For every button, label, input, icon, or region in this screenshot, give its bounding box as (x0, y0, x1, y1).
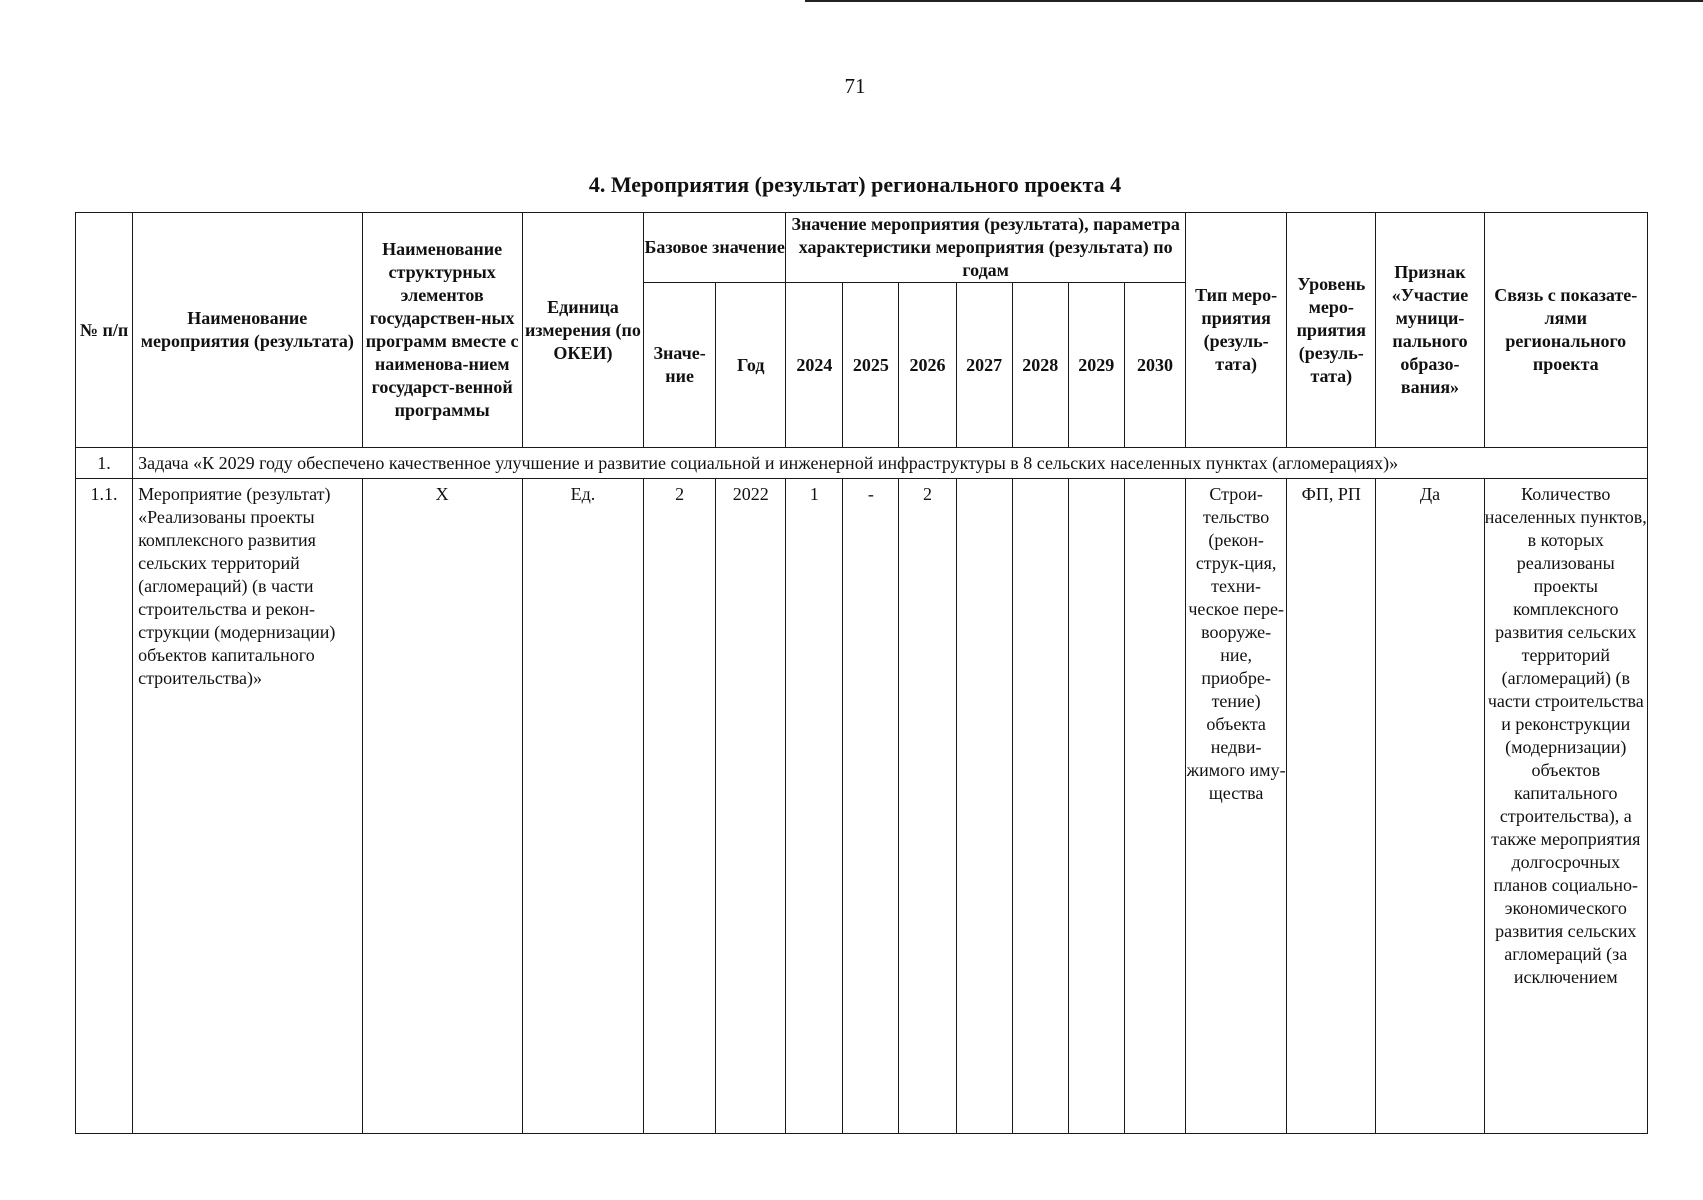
task-num: 1. (76, 448, 133, 479)
activity-municipal: Да (1376, 479, 1484, 1134)
header-municipal-participation: Признак «Участие муници-пального образо-вания» (1376, 213, 1484, 448)
activity-value-2027 (956, 479, 1012, 1134)
page-number: 71 (844, 74, 866, 98)
header-base-value: Значе-ние (644, 283, 716, 448)
activity-name: Мероприятие (результат) «Реализованы проекты комплексного развития сельских территорий (агломераций) (в части строительства и рекон-струкции (модернизации) объектов капитального строительства)» (133, 479, 362, 1134)
activity-unit: Ед. (522, 479, 643, 1134)
header-name: Наименование мероприятия (результата) (133, 213, 362, 448)
activity-link: Количество населенных пунктов, в которых реализованы проекты комплексного развития сельских территорий (агломераций) (в части строительства и реконструкции (модернизации) объектов капитального строительства), а также мероприятия долгосрочных планов социально-экономического развития сельских агломераций (за исключением (1484, 479, 1647, 1134)
header-base-year: Год (716, 283, 786, 448)
activity-base-value: 2 (644, 479, 716, 1134)
header-year-2029: 2029 (1068, 283, 1124, 448)
header-link-to-indicators: Связь с показате-лями регионального проекта (1484, 213, 1647, 448)
activity-type: Строи-тельство (рекон-струк-ция, техни-ческое пере-вооруже-ние, приобре-тение) объекта недви-жимого иму-щества (1186, 479, 1287, 1134)
header-year-2026: 2026 (899, 283, 956, 448)
activity-value-2024: 1 (786, 479, 843, 1134)
activity-num: 1.1. (76, 479, 133, 1134)
header-type: Тип меро-приятия (резуль-тата) (1186, 213, 1287, 448)
activity-level: ФП, РП (1287, 479, 1376, 1134)
header-values-by-year-group: Значение мероприятия (результата), параметра характеристики мероприятия (результата) по годам (786, 213, 1186, 283)
table-row-task (76, 448, 1648, 479)
activity-value-2029 (1068, 479, 1124, 1134)
header-unit: Единица измерения (по ОКЕИ) (522, 213, 643, 448)
activity-value-2028 (1012, 479, 1068, 1134)
activity-value-2030 (1124, 479, 1185, 1134)
activities-table (75, 212, 1648, 1134)
header-structural-elements: Наименование структурных элементов государствен-ных программ вместе с наименова-нием государст-венной программы (362, 213, 522, 448)
top-border-line (805, 0, 1703, 2)
header-year-2028: 2028 (1012, 283, 1068, 448)
activity-value-2026: 2 (899, 479, 956, 1134)
task-text: Задача «К 2029 году обеспечено качественное улучшение и развитие социальной и инженерной инфраструктуры в 8 сельских населенных пунктах (агломерациях)» (133, 448, 1648, 479)
header-num: № п/п (76, 213, 133, 448)
header-base-value-group: Базовое значение (644, 213, 786, 283)
header-level: Уровень меро-приятия (резуль-тата) (1287, 213, 1376, 448)
header-year-2027: 2027 (956, 283, 1012, 448)
activity-value-2025: - (843, 479, 899, 1134)
section-title: 4. Мероприятия (результат) регионального проекта 4 (588, 172, 1122, 197)
table-row-activity (76, 479, 1648, 1134)
header-year-2024: 2024 (786, 283, 843, 448)
activity-structural: Х (362, 479, 522, 1134)
activity-base-year: 2022 (716, 479, 786, 1134)
header-year-2030: 2030 (1124, 283, 1185, 448)
header-year-2025: 2025 (843, 283, 899, 448)
